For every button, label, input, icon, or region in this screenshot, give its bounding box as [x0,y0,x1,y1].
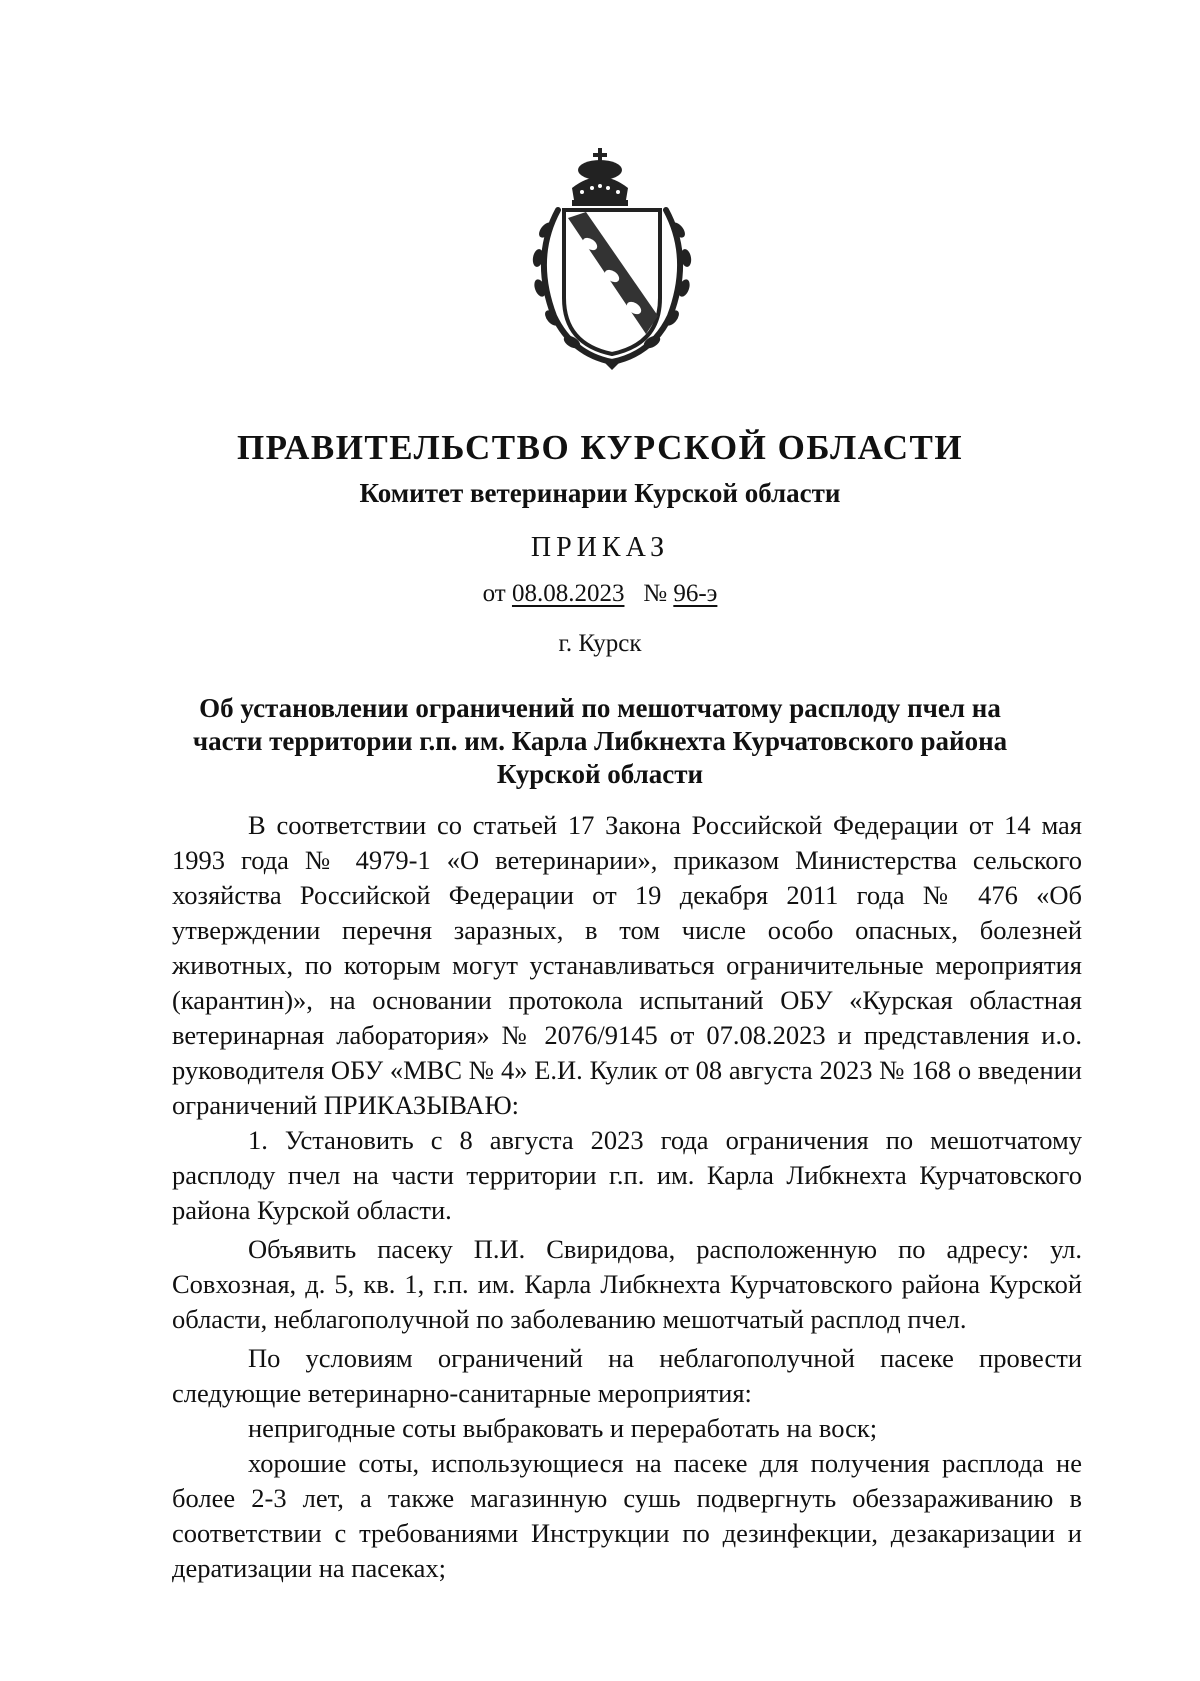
city: г. Курск [558,630,642,657]
paragraph-combs-disinfect: хорошие соты, использующиеся на пасеке для получения расплода не более 2-3 лет, а также магазинную сушь подвергнуть обеззараживанию в соответствии с требованиями Инструкции по дезинфекции, дезакаризации и дератизации на пасеках; [172,1448,1082,1583]
document-type: ПРИКАЗ [530,532,670,563]
date-number-line [0,580,1200,608]
title-line-1: Об установлении ограничений по мешотчатому расплоду пчел на [199,693,1001,723]
document-date: 08.08.2023 [511,580,625,607]
paragraph-preamble: В соответствии со статьей 17 Закона Российской Федерации от 14 мая 1993 года № 4979-1 «О ветеринарии», приказом Министерства сельского хозяйства Российской Федерации от 19 декабря 2011 года № 476 «Об утверждении перечня заразных, в том числе особо опасных, болезней животных, по которым могут устанавливаться ограничительные мероприятия (карантин)», на основании протокола испытаний ОБУ «Курская областная ветеринарная лаборатория» № 2076/9145 от 07.08.2023 и представления и.о. руководителя ОБУ «МВС № 4» Е.И. Кулик от 08 августа 2023 № 168 о введении ограничений ПРИКАЗЫВАЮ: [172,810,1082,1120]
paragraph-item-1: 1. Установить с 8 августа 2023 года ограничения по мешотчатому расплоду пчел на части территории г.п. им. Карла Либкнехта Курчатовского района Курской области. [172,1125,1082,1225]
document-body [172,808,1082,1586]
document-title [0,692,1200,791]
coat-of-arms-emblem [528,148,696,374]
document-number: 96-э [673,580,718,607]
title-line-3: Курской области [496,759,704,789]
committee-name: Комитет ветеринарии Курской области [359,478,841,508]
number-prefix: № [643,580,668,607]
date-prefix: от [482,580,506,607]
paragraph-combs-reject: непригодные соты выбраковать и переработать на воск; [248,1413,878,1443]
government-name: ПРАВИТЕЛЬСТВО КУРСКОЙ ОБЛАСТИ [236,428,964,467]
title-line-2: части территории г.п. им. Карла Либкнехта Курчатовского района [192,726,1008,756]
paragraph-conditions: По условиям ограничений на неблагополучной пасеке провести следующие ветеринарно-санитарные мероприятия: [172,1343,1082,1408]
paragraph-declare-apiary: Объявить пасеку П.И. Свиридова, расположенную по адресу: ул. Совхозная, д. 5, кв. 1, г.п. им. Карла Либкнехта Курчатовского района Курской области, неблагополучной по заболеванию мешотчатый расплод пчел. [172,1234,1082,1334]
